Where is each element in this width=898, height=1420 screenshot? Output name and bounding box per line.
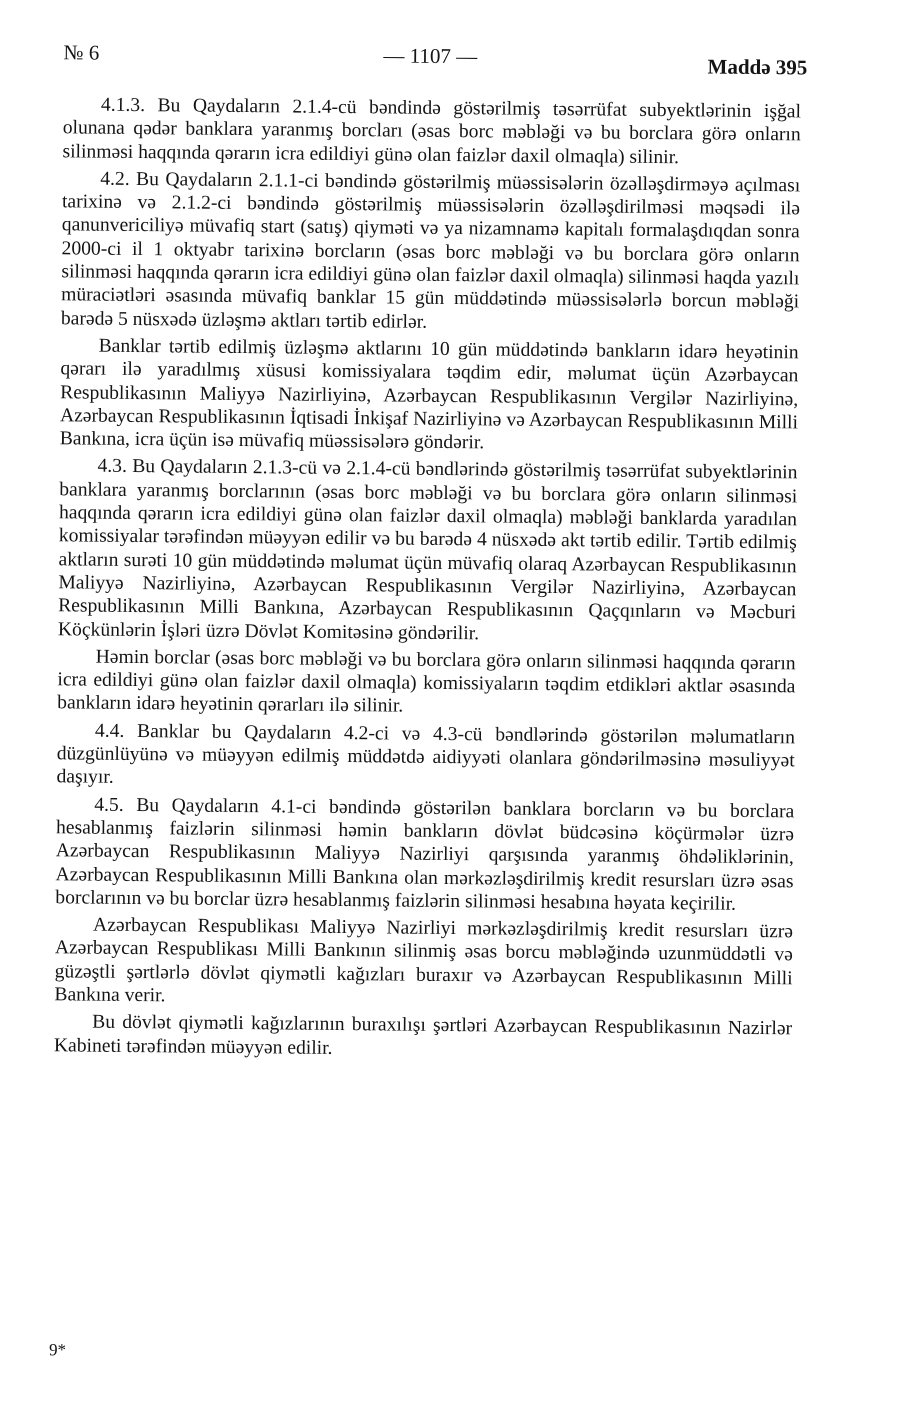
issue-number: № 6 (63, 40, 100, 65)
paragraph: 4.1.3. Bu Qaydaların 2.1.4-cü bəndində göstərilmiş təsərrüfat subyektlərinin işğal olunana qədər banklara yaranmış borcları (əsas borc məbləği və bu borclara görə onların silinməsi haqqında qərarın icra edildiyi günə olan faizlər daxil olmaqla) silinir. (62, 94, 802, 168)
document-body (54, 93, 801, 1068)
paragraph: Bu dövlət qiymətli kağızlarının buraxılışı şərtləri Azərbaycan Respublikasının Nazirlər Kabineti tərəfindən müəyyən edilir. (53, 1011, 793, 1059)
paragraph: Həmin borclar (əsas borc məbləği və bu borclara görə onların silinməsi haqqında qərarın icra edildiyi günə olan faizlər daxil olmaqla) komissiyaların təqdim etdikləri aktlar əsasında bankların idarə heyətinin qərarları ilə silinir. (57, 646, 796, 718)
paragraph: 4.5. Bu Qaydaların 4.1-ci bəndində göstərilən banklara borcların və bu borclara hesablanmış faizlərin silinməsi həmin bankların dövlət büdcəsinə köçürmələr üzrə Azərbaycan Respublikasının Maliyyə Nazirliyi qarşısında yaranmış öhdəliklərinin, Azərbaycan Respublikasının Milli Bankına olan mərkəzləşdirilmiş kredit resursları üzrə əsas borclarının və bu borclar üzrə hesablanmış faizlərin silinməsi hesabına həyata keçirilir. (55, 794, 795, 915)
page-header (63, 40, 807, 87)
paragraph: 4.4. Banklar bu Qaydaların 4.2-ci və 4.3-cü bəndlərində göstərilən məlumatların düzgünlüyünə və müəyyən edilmiş müddətdə aidiyyəti olanlara göndərilməsinə məsuliyyət daşıyır. (56, 720, 796, 789)
paragraph: 4.3. Bu Qaydaların 2.1.3-cü və 2.1.4-cü bəndlərində göstərilmiş təsərrüfat subyektlərinin banklara yaranmış borclarının (əsas borc məbləği və bu borclara görə onların silinməsi haqqında qərarın icra edildiyi günə olan faizlər daxil olmaqla) məbləği banklarda yaradılan komissiyalar tərəfindən müəyyən edilir və bu barədə 4 nüsxədə akt tərtib edilir. Tərtib edilmiş aktların surəti 10 gün müddətində məlumat üçün müvafiq olaraq Azərbaycan Respublikasının Maliyyə Nazirliyinə, Azərbaycan Respublikasının Vergilər Nazirliyinə, Azərbaycan Respublikasının Milli Bankına, Azərbaycan Respublikasının Qaçqınların və Məcburi Köçkünlərin İşləri üzrə Dövlət Komitəsinə göndərilir. (57, 456, 798, 644)
page-number: — 1107 — (383, 43, 478, 69)
paragraph: Azərbaycan Respublikası Maliyyə Nazirliyi mərkəzləşdirilmiş kredit resursları üzrə Azərbaycan Respublikası Milli Bankının silinmiş əsas borcu məbləğində uzunmüddətli və güzəştli şərtlərlə dövlət qiymətli kağızları buraxır və Azərbaycan Respublikasının Milli Bankına verir. (54, 914, 794, 1007)
paragraph: Banklar tərtib edilmiş üzləşmə aktlarını 10 gün müddətində bankların idarə heyətinin qərarı ilə yaradılmış xüsusi komissiyalara təqdim edir, məlumat üçün Azərbaycan Respublikasının Maliyyə Nazirliyinə, Azərbaycan Respublikasının Vergilər Nazirliyinə, Azərbaycan Respublikasının İqtisadi İnkişaf Nazirliyinə və Azərbaycan Respublikasının Milli Bankına, icra üçün isə müvafiq müəssisələrə göndərir. (59, 335, 799, 454)
paragraph: 4.2. Bu Qaydaların 2.1.1-ci bəndində göstərilmiş müəssisələrin özəlləşdirməyə açılması tarixinə və 2.1.2-ci bəndində göstərilmiş müəssisələrin özəlləşdirilməsi məqsədi ilə qanunvericiliyə müvafiq start (satış) qiyməti və ya nizamnamə kapitalı formalaşdıqdan sonra 2000-ci il 1 oktyabr tarixinə borcların (əsas borc məbləği və bu borclara görə onların silinməsi haqqında qərarın icra edildiyi günə olan faizlər daxil olmaqla) silinməsi haqda yazılı müraciətləri əsasında müvafiq banklar 15 gün müddətində müəssisələrlə borcun məbləği barədə 5 nüsxədə üzləşmə aktları tərtib edirlər. (60, 168, 801, 333)
signature-mark: 9* (48, 1340, 67, 1360)
article-number: Maddə 395 (707, 54, 808, 80)
